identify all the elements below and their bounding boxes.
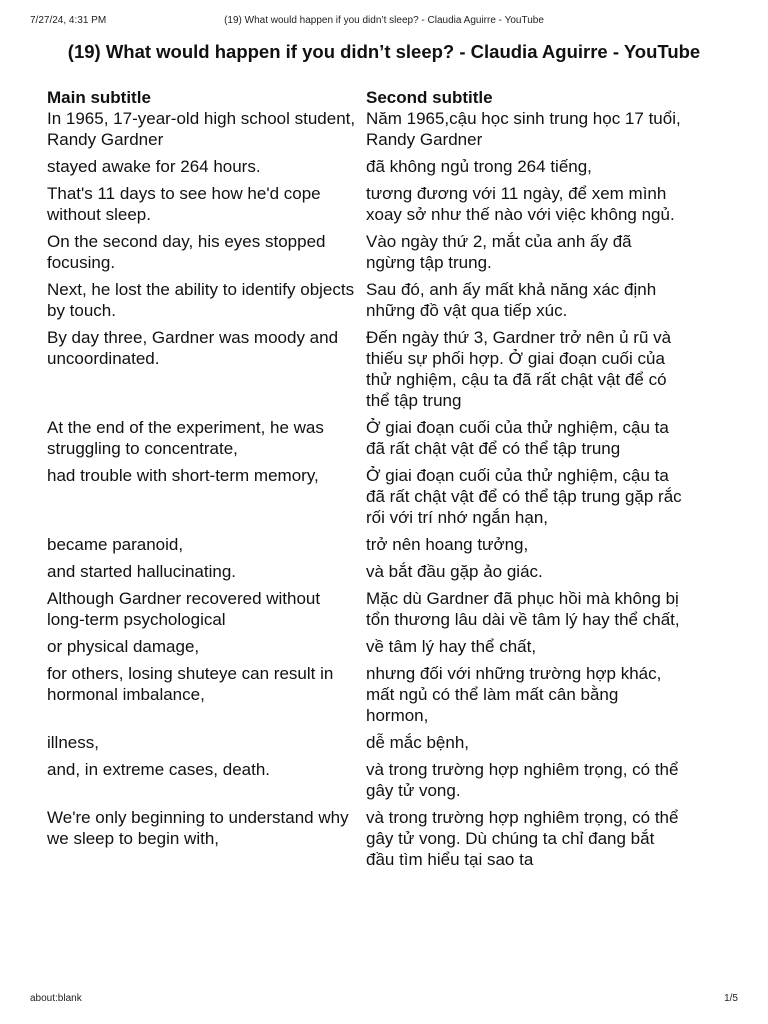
second-subtitle-cell: dễ mắc bệnh, (366, 733, 470, 752)
main-subtitle-cell: and started hallucinating. (47, 562, 237, 581)
table-row (42, 327, 690, 417)
second-subtitle-cell: và bắt đầu gặp ảo giác. (366, 562, 543, 581)
table-row (42, 561, 690, 588)
main-subtitle-cell: for others, losing shuteye can result in hormonal imbalance, (47, 664, 334, 704)
print-footer (30, 993, 738, 1007)
table-row (42, 279, 690, 327)
second-subtitle-cell: Sau đó, anh ấy mất khả năng xác định những đồ vật qua tiếp xúc. (366, 280, 657, 320)
print-header (30, 15, 738, 29)
main-subtitle-cell: stayed awake for 264 hours. (47, 157, 261, 176)
second-subtitle-cell: về tâm lý hay thể chất, (366, 637, 537, 656)
main-subtitle-cell: That's 11 days to see how he'd cope without sleep. (47, 184, 321, 224)
main-subtitle-cell: or physical damage, (47, 637, 200, 656)
second-subtitle-cell: Ở giai đoạn cuối của thử nghiệm, cậu ta đã rất chật vật để có thể tập trung gặp rắc rối với trí nhớ ngắn hạn, (366, 466, 682, 527)
table-row (42, 663, 690, 732)
main-subtitle-cell: Next, he lost the ability to identify objects by touch. (47, 280, 355, 320)
second-subtitle-cell: Mặc dù Gardner đã phục hồi mà không bị tổn thương lâu dài về tâm lý hay thể chất, (366, 589, 680, 629)
main-subtitle-cell: At the end of the experiment, he was struggling to concentrate, (47, 418, 324, 458)
main-subtitle-cell: In 1965, 17-year-old high school student, Randy Gardner (47, 109, 356, 149)
table-row (42, 183, 690, 231)
table-row (42, 231, 690, 279)
column-header-main-subtitle: Main subtitle (47, 88, 151, 107)
table-row (42, 534, 690, 561)
table-row (42, 465, 690, 534)
second-subtitle-cell: nhưng đối với những trường hợp khác, mất ngủ có thể làm mất cân bằng hormon, (366, 664, 662, 725)
second-subtitle-cell: Năm 1965,cậu học sinh trung học 17 tuổi, Randy Gardner (366, 109, 681, 149)
print-datetime: 7/27/24, 4:31 PM (30, 15, 107, 26)
table-row (42, 417, 690, 465)
table-header-row (42, 84, 690, 108)
table-row (42, 156, 690, 183)
main-subtitle-cell: We're only beginning to understand why we sleep to begin with, (47, 808, 349, 848)
main-subtitle-cell: By day three, Gardner was moody and uncoordinated. (47, 328, 339, 368)
main-subtitle-cell: and, in extreme cases, death. (47, 760, 271, 779)
second-subtitle-cell: Đến ngày thứ 3, Gardner trở nên ủ rũ và thiếu sự phối hợp. Ở giai đoạn cuối của thử nghiệm, cậu ta đã rất chật vật để có thể tập trung (366, 328, 672, 410)
second-subtitle-cell: và trong trường hợp nghiêm trọng, có thể gây tử vong. (366, 760, 679, 800)
table-row (42, 807, 690, 876)
subtitle-table-body (42, 108, 690, 876)
table-row (42, 759, 690, 807)
print-url: about:blank (30, 993, 82, 1004)
second-subtitle-cell: đã không ngủ trong 264 tiếng, (366, 157, 592, 176)
second-subtitle-cell: trở nên hoang tưởng, (366, 535, 529, 554)
second-subtitle-cell: và trong trường hợp nghiêm trọng, có thể gây tử vong. Dù chúng ta chỉ đang bắt đầu tìm hiểu tại sao ta (366, 808, 679, 869)
table-row (42, 636, 690, 663)
print-page-title: (19) What would happen if you didn’t sleep? - Claudia Aguirre - YouTube (224, 15, 544, 26)
second-subtitle-cell: Ở giai đoạn cuối của thử nghiệm, cậu ta đã rất chật vật để có thể tập trung (366, 418, 669, 458)
column-header-second-subtitle: Second subtitle (366, 88, 493, 107)
main-subtitle-cell: illness, (47, 733, 99, 752)
main-subtitle-cell: had trouble with short-term memory, (47, 466, 319, 485)
main-subtitle-cell: became paranoid, (47, 535, 184, 554)
second-subtitle-cell: Vào ngày thứ 2, mắt của anh ấy đã ngừng tập trung. (366, 232, 632, 272)
table-row (42, 108, 690, 156)
page-title: (19) What would happen if you didn’t sleep? - Claudia Aguirre - YouTube (67, 41, 701, 62)
table-row (42, 588, 690, 636)
main-subtitle-cell: Although Gardner recovered without long-term psychological (47, 589, 321, 629)
second-subtitle-cell: tương đương với 11 ngày, để xem mình xoay sở như thế nào với việc không ngủ. (366, 184, 675, 224)
main-subtitle-cell: On the second day, his eyes stopped focusing. (47, 232, 326, 272)
print-page-indicator: 1/5 (724, 993, 738, 1004)
table-row (42, 732, 690, 759)
subtitle-table (42, 84, 690, 876)
